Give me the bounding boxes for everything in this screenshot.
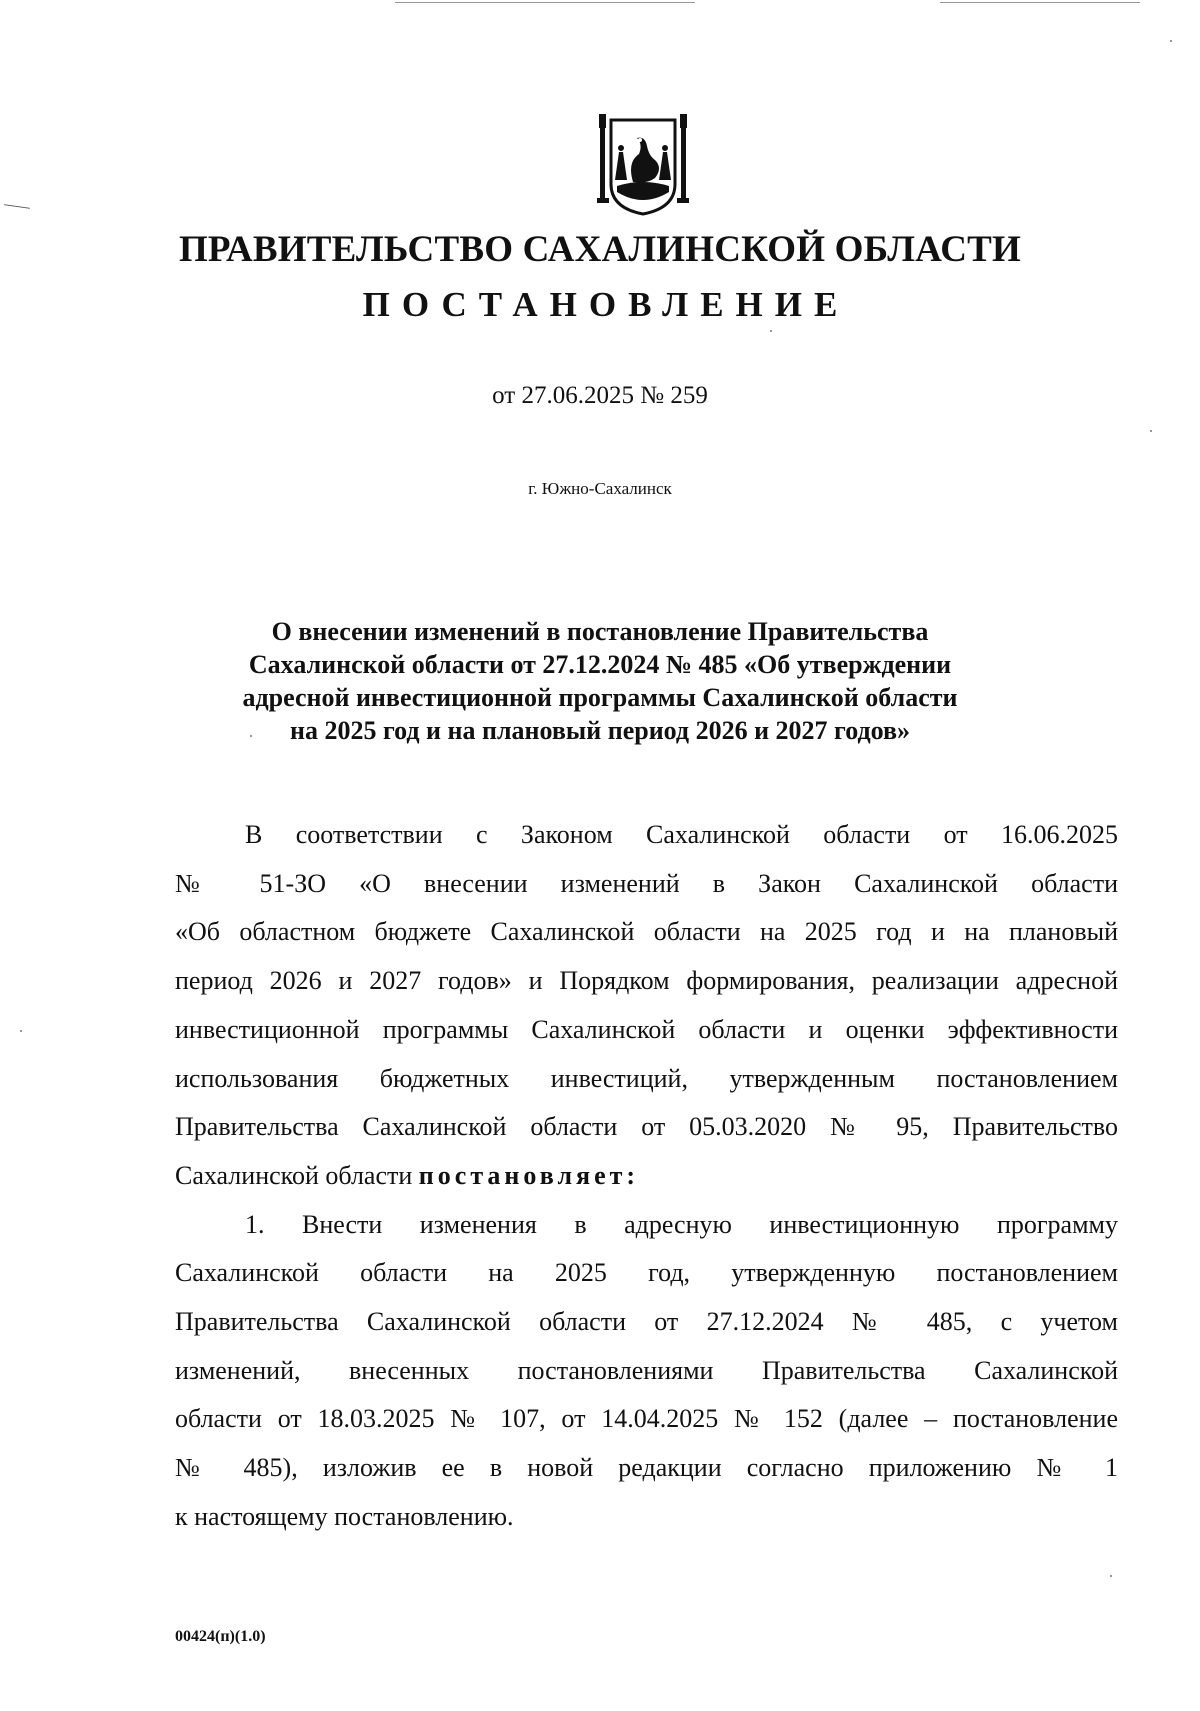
subject-line: Сахалинской области от 27.12.2024 № 485 «Об утверждении [248, 650, 952, 679]
document-subject [200, 615, 1000, 747]
body-line: использования бюджетных инвестиций, утвержденным постановлением [175, 1063, 1118, 1093]
decree-word: постановляет [418, 1160, 627, 1190]
scan-speck [1150, 430, 1152, 432]
body-line: Правительства Сахалинской области от 05.03.2020 № 95, Правительство [175, 1112, 1118, 1142]
sakhalin-coat-of-arms-icon [597, 112, 689, 216]
body-line: к настоящему постановлению. [175, 1501, 514, 1531]
body-line-decree [175, 1152, 1118, 1201]
body-line: период 2026 и 2027 годов» и Порядком формирования, реализации адресной [175, 966, 1118, 996]
body-line: 1. Внести изменения в адресную инвестиционную программу [245, 1209, 1118, 1239]
scan-artifact-line [940, 2, 1140, 3]
subject-line: О внесении изменений в постановление Правительства [271, 617, 929, 646]
subject-line: адресной инвестиционной программы Сахалинской области [242, 683, 958, 712]
body-line: Правительства Сахалинской области от 27.12.2024 № 485, с учетом [175, 1307, 1118, 1337]
body-line: инвестиционной программы Сахалинской области и оценки эффективности [175, 1014, 1118, 1044]
body-line: «Об областном бюджете Сахалинской области на 2025 год и на плановый [175, 917, 1118, 947]
scan-speck [20, 1030, 22, 1032]
document-body [175, 811, 1118, 1542]
decree-suffix: : [626, 1160, 640, 1190]
body-line: изменений, внесенных постановлениями Правительства Сахалинской [175, 1355, 1118, 1385]
document-date-number: от 27.06.2025 № 259 [492, 382, 708, 409]
decree-prefix: Сахалинской области [175, 1160, 413, 1190]
body-line: области от 18.03.2025 № 107, от 14.04.2025 № 152 (далее – постановление [175, 1404, 1118, 1434]
scan-speck [770, 330, 772, 332]
body-line: Сахалинской области на 2025 год, утвержденную постановлением [175, 1258, 1118, 1288]
scan-speck [1170, 40, 1172, 42]
subject-line: на 2025 год и на плановый период 2026 и 2027 годов» [289, 716, 911, 745]
form-code: 00424(п)(1.0) [175, 1628, 266, 1645]
document-city: г. Южно-Сахалинск [528, 479, 672, 498]
document-type: ПОСТАНОВЛЕНИЕ [362, 285, 850, 324]
body-line: № 51-ЗО «О внесении изменений в Закон Сахалинской области [175, 868, 1118, 898]
scan-artifact-line [4, 204, 30, 209]
scan-speck [1110, 1575, 1112, 1577]
organization-title: ПРАВИТЕЛЬСТВО САХАЛИНСКОЙ ОБЛАСТИ [178, 229, 1022, 270]
scan-artifact-line [395, 2, 695, 3]
body-line: № 485), изложив ее в новой редакции согласно приложению № 1 [175, 1453, 1118, 1483]
body-line: В соответствии с Законом Сахалинской области от 16.06.2025 [245, 820, 1118, 849]
